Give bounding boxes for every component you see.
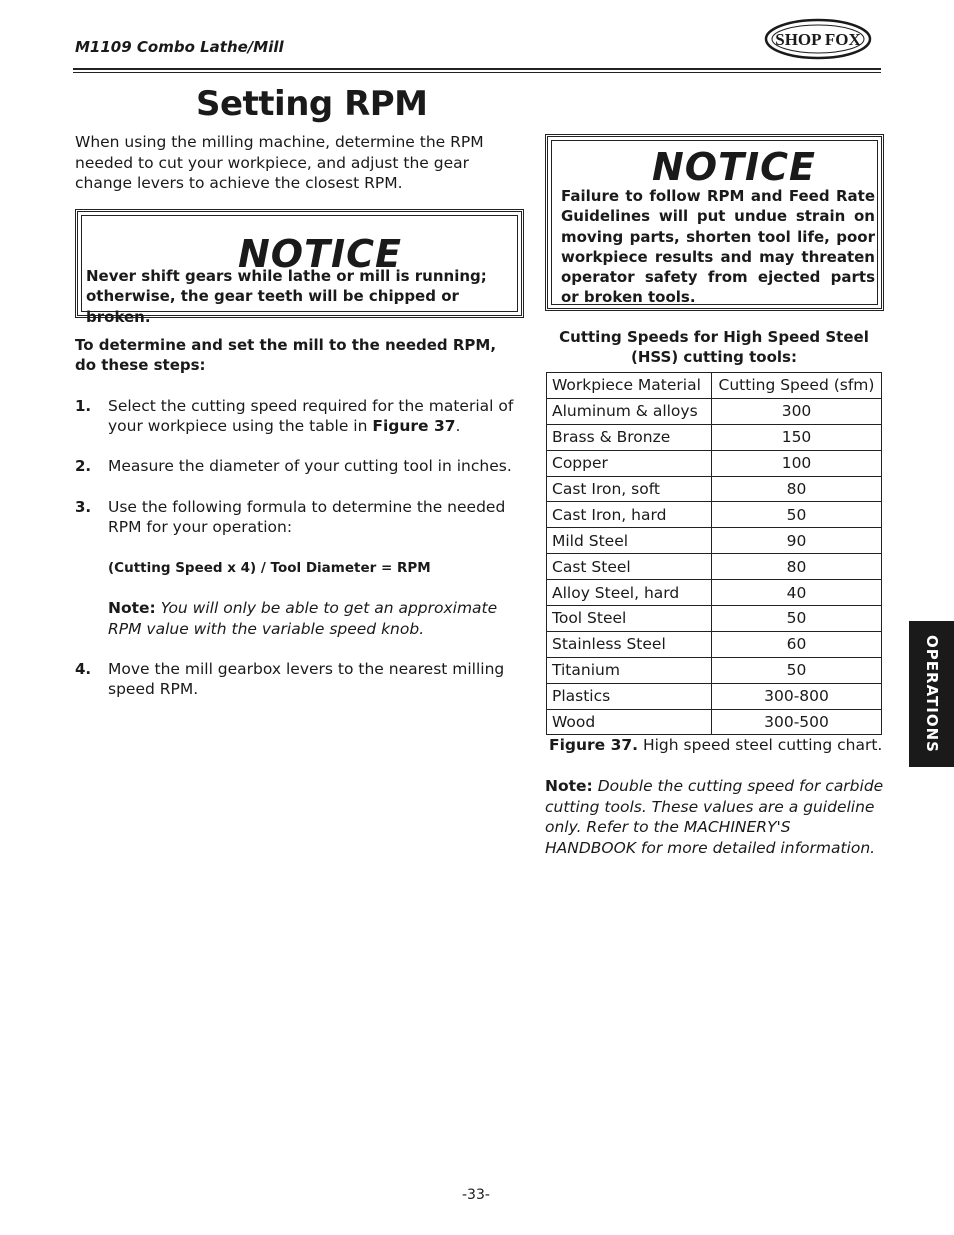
speed-cell: 40 [712, 580, 882, 606]
page-number: -33- [462, 1187, 490, 1203]
speed-cell: 60 [712, 631, 882, 657]
table-row [547, 450, 882, 476]
step-text: Measure the diameter of your cutting tool in inches. [108, 457, 512, 475]
material-cell: Titanium [547, 657, 712, 683]
rpm-formula: (Cutting Speed x 4) / Tool Diameter = RPM [108, 560, 431, 576]
note-variable-speed: Note: You will only be able to get an approximate RPM value with the variable speed knob. [108, 599, 498, 638]
notice-box-rpm [545, 134, 884, 311]
speed-cell: 50 [712, 502, 882, 528]
speed-cell: 50 [712, 606, 882, 632]
step-number: 4. [75, 660, 92, 678]
table-row [547, 683, 882, 709]
steps-heading: To determine and set the mill to the needed RPM, do these steps: [75, 336, 497, 375]
figure-caption: Figure 37. High speed steel cutting chart. [549, 736, 883, 754]
notice-text: Failure to follow RPM and Feed Rate Guidelines will put undue strain on moving parts, shorten tool life, poor workpiece results and may threaten operator safety from ejected parts or broken tools. [561, 187, 875, 307]
speed-cell: 300-800 [712, 683, 882, 709]
material-cell: Cast Steel [547, 554, 712, 580]
speed-cell: 80 [712, 554, 882, 580]
intro-paragraph: When using the milling machine, determine the RPM needed to cut your workpiece, and adjust the gear change levers to achieve the closest RPM. [75, 133, 484, 192]
speed-cell: 80 [712, 476, 882, 502]
header-rule-thin [73, 72, 881, 73]
shop-fox-logo [764, 17, 872, 61]
speed-cell: 90 [712, 528, 882, 554]
table-row [547, 554, 882, 580]
page-title: Setting RPM [196, 84, 428, 124]
speed-cell: 300 [712, 398, 882, 424]
material-cell: Tool Steel [547, 606, 712, 632]
step-text: Use the following formula to determine the needed RPM for your operation: [108, 498, 506, 537]
step-number: 3. [75, 498, 92, 516]
header-rule [73, 68, 881, 70]
notice-heading: NOTICE [652, 145, 817, 189]
table-row [547, 580, 882, 606]
speed-cell: 150 [712, 424, 882, 450]
table-row [547, 709, 882, 735]
material-cell: Wood [547, 709, 712, 735]
speed-cell: 50 [712, 657, 882, 683]
speed-cell: 100 [712, 450, 882, 476]
table-row [547, 424, 882, 450]
section-tab-operations [909, 621, 954, 767]
material-cell: Aluminum & alloys [547, 398, 712, 424]
material-cell: Copper [547, 450, 712, 476]
table-row [547, 502, 882, 528]
notice-inner-border [551, 140, 878, 305]
table-row [547, 657, 882, 683]
table-header-row [547, 373, 882, 399]
notice-inner-border [81, 215, 518, 326]
notice-box-gears [75, 209, 524, 326]
column-header: Workpiece Material [547, 373, 712, 399]
step-text: Move the mill gearbox levers to the nearest milling speed RPM. [108, 660, 505, 699]
cutting-speed-table [546, 372, 882, 735]
step-number: 2. [75, 457, 92, 475]
column-header: Cutting Speed (sfm) [712, 373, 882, 399]
material-cell: Brass & Bronze [547, 424, 712, 450]
notice-heading: NOTICE [238, 232, 403, 276]
step-text: Select the cutting speed required for the material of your workpiece using the table in Figure 37. [108, 397, 514, 436]
material-cell: Stainless Steel [547, 631, 712, 657]
table-row [547, 631, 882, 657]
speed-cell: 300-500 [712, 709, 882, 735]
table-row [547, 606, 882, 632]
step-number: 1. [75, 397, 92, 415]
svg-text:SHOP FOX: SHOP FOX [775, 30, 861, 49]
table-caption: Cutting Speeds for High Speed Steel (HSS) cutting tools: [559, 328, 869, 367]
note-carbide: Note: Double the cutting speed for carbide cutting tools. These values are a guideline only. Refer to the MACHINERY'S HANDBOOK for more detailed information. [545, 777, 884, 857]
material-cell: Alloy Steel, hard [547, 580, 712, 606]
material-cell: Cast Iron, soft [547, 476, 712, 502]
table-row [547, 476, 882, 502]
table-row [547, 398, 882, 424]
section-tab-label: OPERATIONS [922, 635, 941, 753]
table-row [547, 528, 882, 554]
document-title: M1109 Combo Lathe/Mill [75, 38, 284, 56]
material-cell: Mild Steel [547, 528, 712, 554]
notice-text: Never shift gears while lathe or mill is running; otherwise, the gear teeth will be chipped or broken. [86, 267, 487, 326]
material-cell: Plastics [547, 683, 712, 709]
material-cell: Cast Iron, hard [547, 502, 712, 528]
